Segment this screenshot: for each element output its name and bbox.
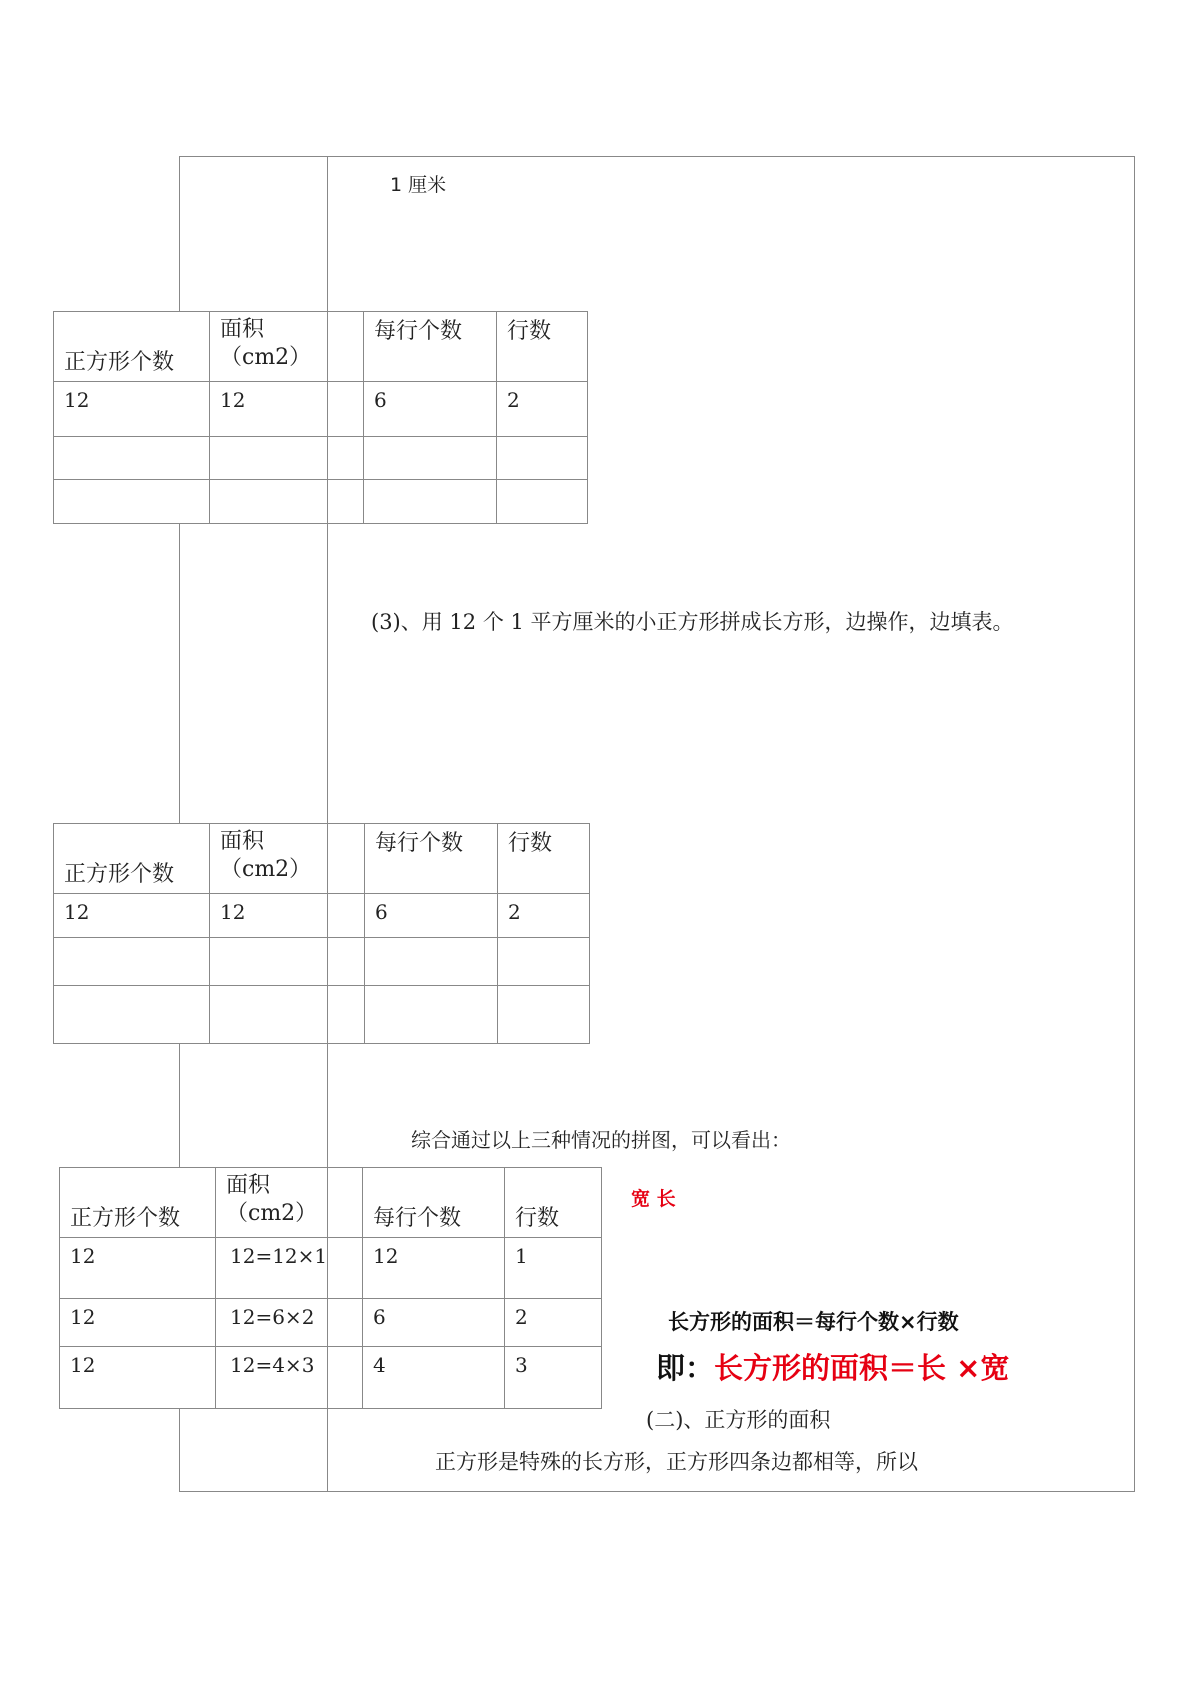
- section-2-text: 正方形是特殊的长方形，正方形四条边都相等，所以: [435, 1450, 918, 1474]
- table-cell: 2: [497, 893, 590, 939]
- header-per-row: 每行个数: [362, 1167, 506, 1239]
- table-cell: 3: [504, 1346, 602, 1409]
- table-cell: 12=4×3: [215, 1346, 329, 1409]
- spacer-cell: [327, 479, 365, 524]
- table-cell: 12: [53, 893, 211, 939]
- header-spacer: [327, 311, 365, 383]
- table-cell: 12=6×2: [215, 1298, 329, 1348]
- frame-label: 1 厘米: [390, 174, 447, 196]
- table-cell: [363, 479, 498, 524]
- table-cell: 12: [53, 381, 211, 438]
- table-cell: 12: [362, 1237, 506, 1300]
- table-cell: [497, 985, 590, 1044]
- table-cell: 6: [364, 893, 499, 939]
- table-cell: [209, 985, 329, 1044]
- header-area: 面积 （cm2）: [215, 1167, 329, 1239]
- table-cell: [496, 479, 588, 524]
- table-cell: [363, 436, 498, 481]
- spacer-cell: [327, 1346, 364, 1409]
- table-cell: [53, 937, 211, 987]
- header-count: 正方形个数: [53, 311, 211, 383]
- header-spacer: [327, 823, 366, 895]
- table-cell: 4: [362, 1346, 506, 1409]
- table-cell: 12=12×1: [215, 1237, 329, 1300]
- table-cell: 6: [363, 381, 498, 438]
- header-rows: 行数: [504, 1167, 602, 1239]
- table-cell: 2: [496, 381, 588, 438]
- section-2-title: (二)、正方形的面积: [646, 1408, 831, 1432]
- spacer-cell: [327, 985, 366, 1044]
- header-per-row: 每行个数: [364, 823, 499, 895]
- header-per-row: 每行个数: [363, 311, 498, 383]
- formula-1: 长方形的面积＝每行个数×行数: [668, 1310, 959, 1334]
- summary-intro: 综合通过以上三种情况的拼图，可以看出：: [411, 1128, 791, 1152]
- spacer-cell: [327, 381, 365, 438]
- table-cell: [209, 937, 329, 987]
- spacer-cell: [327, 436, 365, 481]
- header-count: 正方形个数: [53, 823, 211, 895]
- table-cell: [209, 479, 329, 524]
- header-area: 面积 （cm2）: [209, 311, 329, 383]
- table-cell: [364, 985, 499, 1044]
- header-count: 正方形个数: [59, 1167, 217, 1239]
- table-cell: 12: [209, 893, 329, 939]
- table-cell: 2: [504, 1298, 602, 1348]
- table-cell: [497, 937, 590, 987]
- table-cell: [53, 479, 211, 524]
- frame-right-line: [1134, 156, 1135, 1492]
- frame-bottom-line: [179, 1491, 1135, 1492]
- table-cell: 12: [59, 1346, 217, 1409]
- header-spacer: [327, 1167, 364, 1239]
- table-cell: [209, 436, 329, 481]
- instruction-3: (3)、用 12 个 1 平方厘米的小正方形拼成长方形，边操作，边填表。: [371, 610, 1014, 634]
- table-cell: 12: [59, 1237, 217, 1300]
- table-cell: [364, 937, 499, 987]
- header-rows: 行数: [497, 823, 590, 895]
- table-cell: 6: [362, 1298, 506, 1348]
- header-rows: 行数: [496, 311, 588, 383]
- header-area: 面积 （cm2）: [209, 823, 329, 895]
- frame-top-line: [179, 156, 1135, 157]
- formula-2-prefix: 即：: [656, 1351, 715, 1385]
- table-cell: [53, 436, 211, 481]
- table-cell: 12: [209, 381, 329, 438]
- table-cell: 1: [504, 1237, 602, 1300]
- spacer-cell: [327, 937, 366, 987]
- table-cell: [496, 436, 588, 481]
- formula-2: [656, 1346, 1009, 1387]
- formula-2-body: 长方形的面积＝长 ×宽: [714, 1351, 1010, 1385]
- side-labels: 宽 长: [631, 1188, 676, 1210]
- spacer-cell: [327, 1237, 364, 1300]
- table-cell: [53, 985, 211, 1044]
- table-cell: 12: [59, 1298, 217, 1348]
- spacer-cell: [327, 893, 366, 939]
- spacer-cell: [327, 1298, 364, 1348]
